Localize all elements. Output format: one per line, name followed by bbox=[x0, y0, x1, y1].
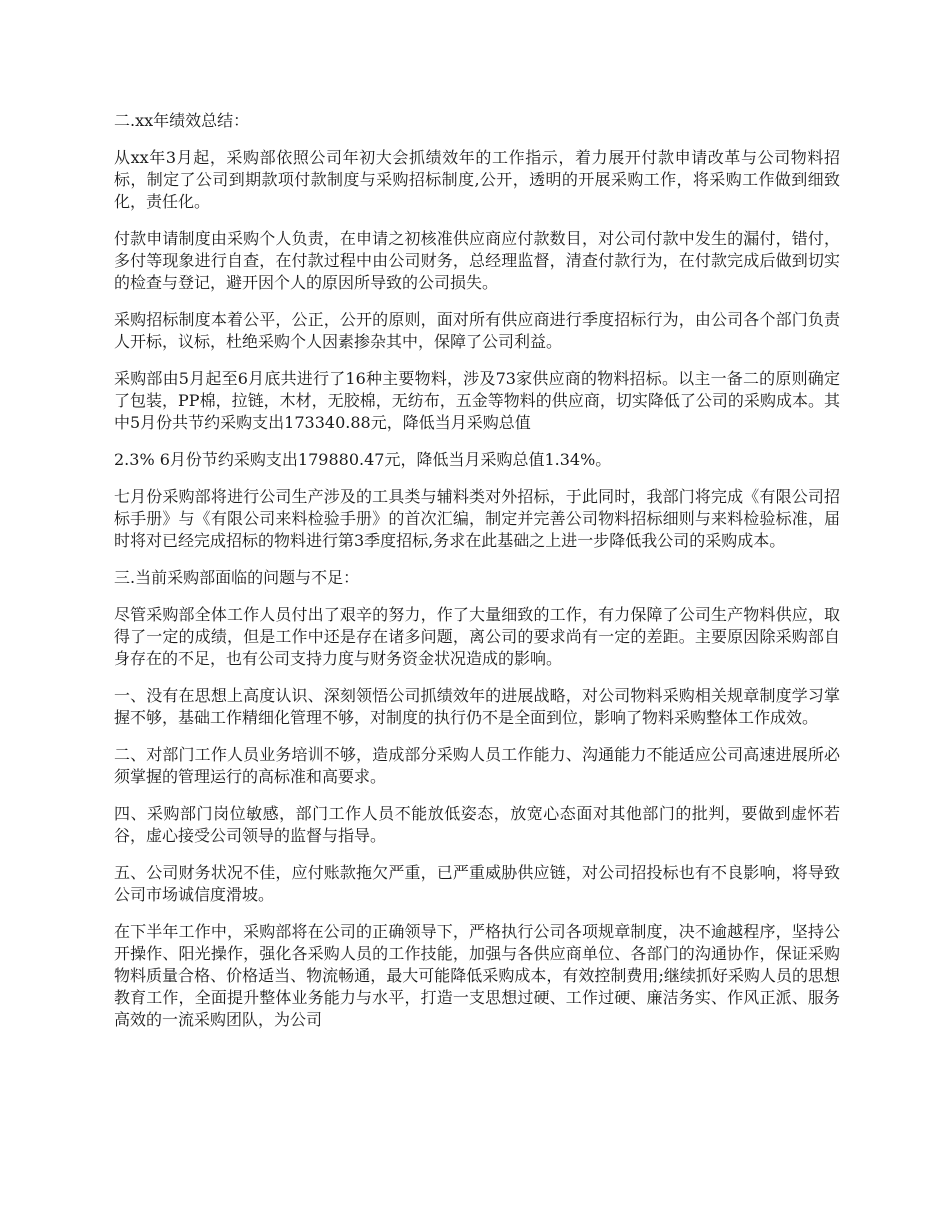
paragraph-problems-intro: 尽管采购部全体工作人员付出了艰辛的努力，作了大量细致的工作，有力保障了公司生产物料供应，取得了一定的成绩，但是工作中还是存在诸多问题，离公司的要求尚有一定的差距。主要原因除采购部自身存在的不足，也有公司支持力度与财务资金状况造成的影响。 bbox=[114, 605, 840, 668]
paragraph-july-plan: 七月份采购部将进行公司生产涉及的工具类与辅料类对外招标，于此同时，我部门将完成《有限公司招标手册》与《有限公司来料检验手册》的首次汇编，制定并完善公司物料招标细则与来料检验标准，届时将对已经完成招标的物料进行第3季度招标,务求在此基础之上进一步降低我公司的采购成本。 bbox=[114, 487, 840, 550]
section-heading-problems: 三.当前采购部面临的问题与不足： bbox=[114, 568, 360, 587]
paragraph-problem-five: 五、公司财务状况不佳，应付账款拖欠严重，已严重威胁供应链，对公司招投标也有不良影响，将导致公司市场诚信度滑坡。 bbox=[114, 863, 840, 904]
paragraph-payment-system: 付款申请制度由采购个人负责，在申请之初核准供应商应付款数目，对公司付款中发生的漏付，错付，多付等现象进行自查，在付款过程中由公司财务，总经理监督，清查付款行为，在付款完成后做到切实的检查与登记，避开因个人的原因所导致的公司损失。 bbox=[114, 229, 840, 292]
paragraph-problem-four: 四、采购部门岗位敏感，部门工作人员不能放低姿态，放宽心态面对其他部门的批判，要做到虚怀若谷，虚心接受公司领导的监督与指导。 bbox=[114, 804, 840, 845]
document-page bbox=[114, 110, 840, 1046]
paragraph-second-half-plan: 在下半年工作中，采购部将在公司的正确领导下，严格执行公司各项规章制度，决不逾越程序，坚持公开操作、阳光操作，强化各采购人员的工作技能，加强与各供应商单位、各部门的沟通协作，保证采购物料质量合格、价格适当、物流畅通，最大可能降低采购成本，有效控制费用;继续抓好采购人员的思想教育工作，全面提升整体业务能力与水平，打造一支思想过硬、工作过硬、廉洁务实、作风正派、服务高效的一流采购团队，为公司 bbox=[114, 922, 840, 1029]
paragraph-problem-two: 二、对部门工作人员业务培训不够，造成部分采购人员工作能力、沟通能力不能适应公司高速进展所必须掌握的管理运行的高标准和高要求。 bbox=[114, 745, 840, 786]
paragraph-problem-one: 一、没有在思想上高度认识、深刻领悟公司抓绩效年的进展战略，对公司物料采购相关规章制度学习掌握不够，基础工作精细化管理不够，对制度的执行仍不是全面到位，影响了物料采购整体工作成效。 bbox=[114, 686, 840, 727]
paragraph-june-savings: 2.3% 6月份节约采购支出179880.47元，降低当月采购总值1.34%。 bbox=[114, 450, 612, 469]
paragraph-bidding-system: 采购招标制度本着公平，公正，公开的原则，面对所有供应商进行季度招标行为，由公司各个部门负责人开标，议标，杜绝采购个人因素掺杂其中，保障了公司利益。 bbox=[114, 310, 840, 351]
paragraph-bidding-results: 采购部由5月起至6月底共进行了16种主要物料，涉及73家供应商的物料招标。以主一备二的原则确定了包装，PP棉，拉链，木材，无胶棉，无纺布，五金等物料的供应商，切实降低了公司的采购成本。其中5月份共节约采购支出173340.88元，降低当月采购总值 bbox=[114, 369, 840, 432]
section-heading-performance-summary: 二.xx年绩效总结： bbox=[114, 111, 250, 130]
paragraph-reform-overview: 从xx年3月起，采购部依照公司年初大会抓绩效年的工作指示，着力展开付款申请改革与公司物料招标，制定了公司到期款项付款制度与采购招标制度,公开，透明的开展采购工作，将采购工作做到细致化，责任化。 bbox=[114, 148, 840, 211]
